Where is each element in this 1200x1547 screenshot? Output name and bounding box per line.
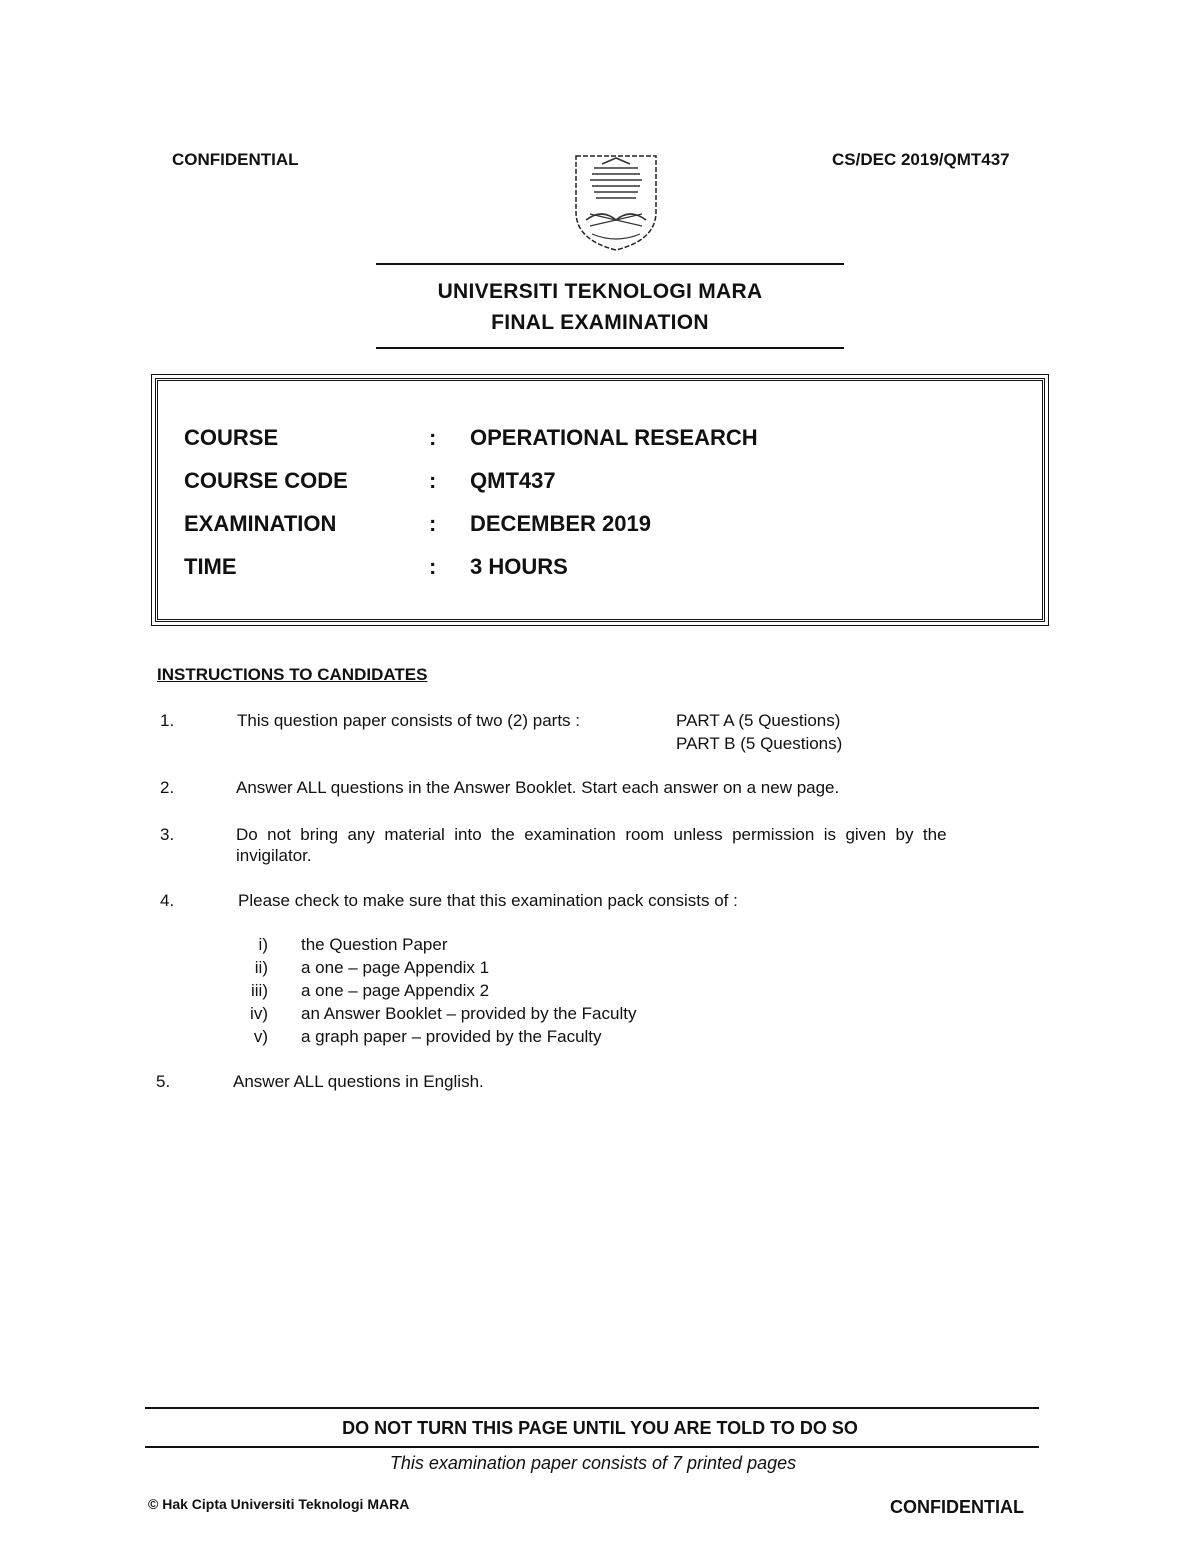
footer-bottom-rule xyxy=(145,1446,1039,1448)
detail-separator: : xyxy=(429,425,437,450)
detail-separator: : xyxy=(429,468,437,493)
sub-item-text: the Question Paper xyxy=(301,935,448,954)
detail-separator: : xyxy=(429,554,437,579)
part-b-label: PART B (5 Questions) xyxy=(676,734,843,753)
instruction-text: Answer ALL questions in the Answer Booklet. Start each answer on a new page. xyxy=(236,778,840,797)
instruction-text: Please check to make sure that this examination pack consists of : xyxy=(238,891,738,910)
detail-value: QMT437 xyxy=(470,468,556,493)
do-not-turn-warning: DO NOT TURN THIS PAGE UNTIL YOU ARE TOLD TO DO SO xyxy=(342,1418,858,1438)
detail-label: TIME xyxy=(184,554,237,579)
university-crest-icon xyxy=(572,152,660,254)
course-details-box xyxy=(155,378,1045,622)
sub-item-text: a one – page Appendix 2 xyxy=(301,981,490,1000)
exam-title: FINAL EXAMINATION xyxy=(491,311,709,334)
footer-top-rule xyxy=(145,1407,1039,1409)
detail-separator: : xyxy=(429,511,437,536)
header-paper-code: CS/DEC 2019/QMT437 xyxy=(832,150,1010,169)
copyright-notice: © Hak Cipta Universiti Teknologi MARA xyxy=(148,1496,410,1512)
instruction-number: 4. xyxy=(160,891,175,910)
title-bottom-rule xyxy=(376,347,844,349)
title-top-rule xyxy=(376,263,844,265)
instruction-text-line2: invigilator. xyxy=(236,846,312,865)
sub-item-text: an Answer Booklet – provided by the Faculty xyxy=(301,1004,637,1023)
instruction-number: 1. xyxy=(160,711,175,730)
instruction-number: 5. xyxy=(156,1072,171,1091)
detail-label: EXAMINATION xyxy=(184,511,337,536)
sub-item-number: iii) xyxy=(251,981,268,1000)
sub-item-number: ii) xyxy=(254,958,268,977)
detail-value: DECEMBER 2019 xyxy=(470,511,651,536)
instruction-text: Answer ALL questions in English. xyxy=(233,1072,484,1091)
instruction-text: This question paper consists of two (2) parts : xyxy=(237,711,580,730)
footer-confidential: CONFIDENTIAL xyxy=(890,1497,1024,1517)
part-a-label: PART A (5 Questions) xyxy=(676,711,841,730)
sub-item-text: a graph paper – provided by the Faculty xyxy=(301,1027,602,1046)
instruction-text-line1: Do not bring any material into the examination room unless permission is given by the xyxy=(236,825,947,844)
header-confidential: CONFIDENTIAL xyxy=(172,150,299,169)
detail-label: COURSE CODE xyxy=(184,468,348,493)
sub-item-number: iv) xyxy=(250,1004,268,1023)
instruction-number: 2. xyxy=(160,778,175,797)
instruction-number: 3. xyxy=(160,825,175,844)
sub-item-text: a one – page Appendix 1 xyxy=(301,958,490,977)
detail-label: COURSE xyxy=(184,425,279,450)
detail-value: 3 HOURS xyxy=(470,554,568,579)
university-name: UNIVERSITI TEKNOLOGI MARA xyxy=(437,280,763,303)
instructions-heading: INSTRUCTIONS TO CANDIDATES xyxy=(157,665,428,684)
detail-value: OPERATIONAL RESEARCH xyxy=(470,425,758,450)
sub-item-number: v) xyxy=(253,1027,268,1046)
sub-item-number: i) xyxy=(258,935,268,954)
page-count-note: This examination paper consists of 7 printed pages xyxy=(389,1453,797,1473)
